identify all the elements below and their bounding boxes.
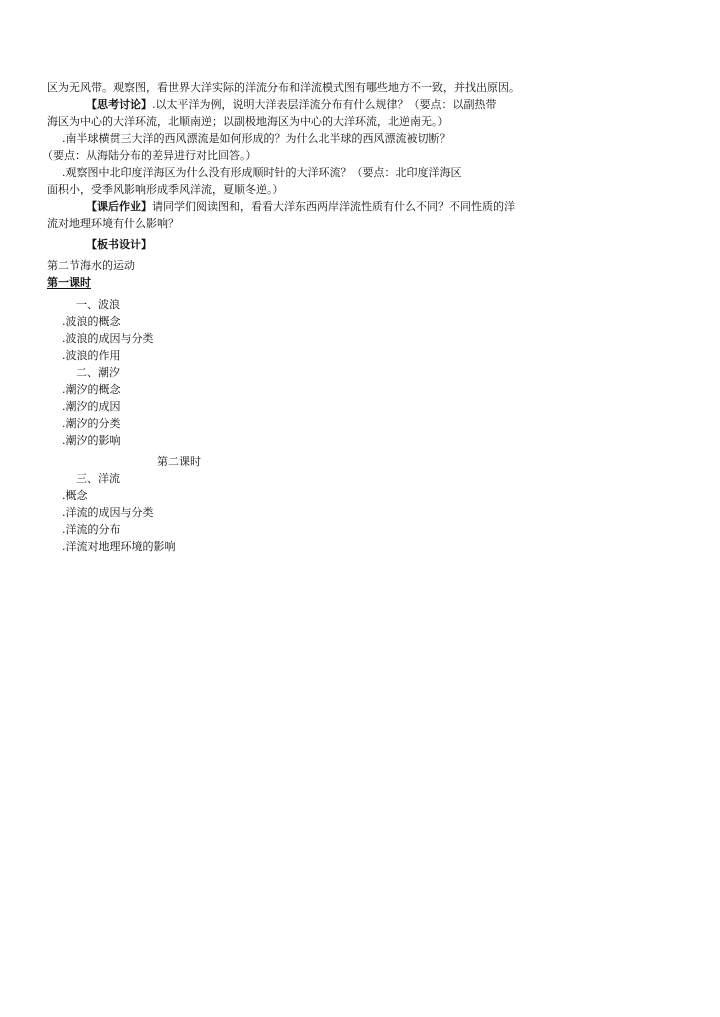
list-item: .潮汐的影响 xyxy=(62,434,121,447)
homework-question: 请同学们阅读图和，看看大洋东西两岸洋流性质有什么不同？不同性质的洋 xyxy=(152,200,515,213)
list-item: .概念 xyxy=(62,489,88,502)
homework-label: 【课后作业】 xyxy=(86,200,152,213)
list-item: .潮汐的成因 xyxy=(62,400,121,413)
paragraph-discussion-2-hint: （要点：从海陆分布的差异进行对比回答。） xyxy=(42,149,257,162)
discussion-question-1: .以太平洋为例，说明大洋表层洋流分布有什么规律？（要点：以副热带 xyxy=(152,98,497,111)
part-tides-title: 二、潮汐 xyxy=(76,366,120,379)
part-waves-title: 一、波浪 xyxy=(76,298,120,311)
paragraph-homework-cont: 流对地理环境有什么影响？ xyxy=(47,217,179,230)
paragraph-discussion-3-cont: 面积小，受季风影响形成季风洋流，夏顺冬逆。） xyxy=(47,183,284,196)
paragraph-discussion-1-cont: 海区为中心的大洋环流，北顺南逆；以副极地海区为中心的大洋环流，北逆南无。） xyxy=(47,115,449,128)
list-item: .潮汐的分类 xyxy=(62,417,121,430)
discussion-label: 【思考讨论】 xyxy=(86,98,152,111)
paragraph-observe-map: 区为无风带。观察图，看世界大洋实际的洋流分布和洋流模式图有哪些地方不一致，并找出原因。 xyxy=(47,81,520,94)
paragraph-discussion-2: .南半球横贯三大洋的西风漂流是如何形成的？为什么北半球的西风漂流被切断？ xyxy=(62,132,451,145)
lesson-two-title: 第二课时 xyxy=(157,455,201,468)
list-item: .波浪的作用 xyxy=(62,349,121,362)
paragraph-homework xyxy=(86,198,515,215)
paragraph-discussion-3: .观察图中北印度洋海区为什么没有形成顺时针的大洋环流？（要点：北印度洋海区 xyxy=(62,166,462,179)
paragraph-discussion-1 xyxy=(86,96,497,113)
lesson-one-title: 第一课时 xyxy=(47,276,91,289)
list-item: .波浪的成因与分类 xyxy=(62,332,154,345)
section-title: 第二节海水的运动 xyxy=(47,259,135,272)
board-design-heading: 【板书设计】 xyxy=(86,238,152,251)
list-item: .洋流的成因与分类 xyxy=(62,506,154,519)
list-item: .潮汐的概念 xyxy=(62,383,121,396)
list-item: .洋流的分布 xyxy=(62,523,121,536)
list-item: .洋流对地理环境的影响 xyxy=(62,540,176,553)
part-currents-title: 三、洋流 xyxy=(76,472,120,485)
list-item: .波浪的概念 xyxy=(62,315,121,328)
